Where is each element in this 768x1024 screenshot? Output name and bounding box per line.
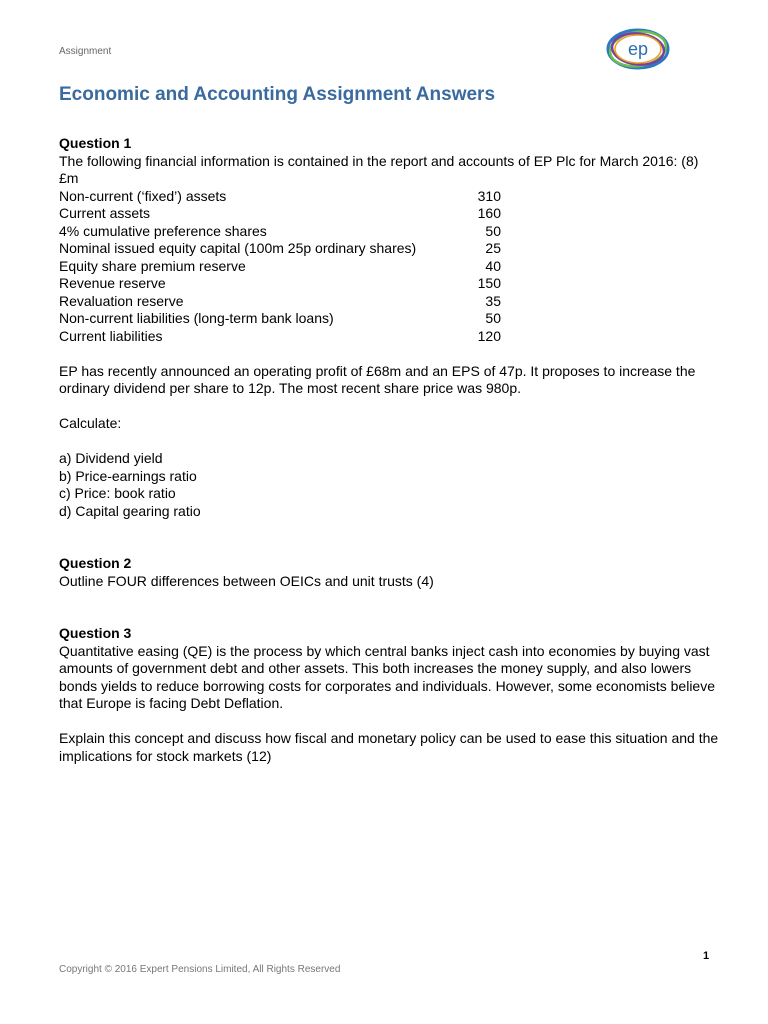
row-label: Non-current liabilities (long-term bank loans) bbox=[59, 310, 334, 326]
table-row bbox=[59, 223, 719, 241]
financial-table bbox=[59, 188, 719, 346]
row-value: 35 bbox=[485, 292, 501, 309]
row-value: 150 bbox=[477, 275, 501, 291]
announcement-paragraph: EP has recently announced an operating profit of £68m and an EPS of 47p. It proposes to increase the ordinary dividend per share to 12p. The most recent share price was 980p. bbox=[59, 362, 696, 396]
table-row bbox=[59, 328, 719, 346]
logo-text: ep bbox=[627, 39, 649, 59]
calculate-label: Calculate: bbox=[59, 415, 122, 431]
page-number: 1 bbox=[703, 950, 710, 962]
list-item: c) Price: book ratio bbox=[59, 485, 176, 501]
row-value: 120 bbox=[477, 327, 501, 344]
question2-heading: Question 2 bbox=[59, 555, 132, 571]
row-value: 160 bbox=[477, 205, 501, 221]
row-label: Revaluation reserve bbox=[59, 292, 184, 309]
question3-text: Quantitative easing (QE) is the process by which central banks inject cash into economies by buying vast amounts of government debt and other assets. This both increases the money supply, and also lowers bonds yields to reduce borrowing costs for corporates and individuals. However, some economists believe that Europe is facing Debt Deflation. bbox=[59, 642, 716, 711]
table-row bbox=[59, 275, 719, 293]
header-label: Assignment bbox=[59, 46, 112, 57]
row-value: 50 bbox=[485, 222, 501, 239]
row-value: 310 bbox=[477, 187, 501, 204]
copyright-footer: Copyright © 2016 Expert Pensions Limited, All Rights Reserved bbox=[59, 964, 341, 975]
ep-logo bbox=[606, 28, 670, 70]
table-row bbox=[59, 240, 719, 258]
table-row bbox=[59, 188, 719, 206]
question2-text: Outline FOUR differences between OEICs and unit trusts (4) bbox=[59, 572, 434, 589]
unit-label: £m bbox=[59, 170, 79, 186]
table-row bbox=[59, 310, 719, 328]
list-item: a) Dividend yield bbox=[59, 450, 163, 466]
row-label: Nominal issued equity capital (100m 25p ordinary shares) bbox=[59, 240, 417, 256]
question1-heading: Question 1 bbox=[59, 135, 132, 151]
row-value: 50 bbox=[485, 310, 501, 326]
question1-intro: The following financial information is contained in the report and accounts of EP Plc for March 2016: (8) bbox=[59, 152, 699, 169]
question3-task: Explain this concept and discuss how fiscal and monetary policy can be used to ease this situation and the implications for stock markets (12) bbox=[59, 730, 719, 764]
table-row bbox=[59, 293, 719, 311]
row-label: Current assets bbox=[59, 205, 151, 221]
row-label: Revenue reserve bbox=[59, 275, 166, 291]
row-label: Current liabilities bbox=[59, 327, 163, 344]
row-label: 4% cumulative preference shares bbox=[59, 222, 267, 239]
document-body bbox=[59, 135, 719, 765]
table-row bbox=[59, 258, 719, 276]
row-label: Equity share premium reserve bbox=[59, 257, 246, 274]
row-label: Non-current (‘fixed’) assets bbox=[59, 187, 227, 204]
page-title: Economic and Accounting Assignment Answers bbox=[59, 84, 496, 105]
table-row bbox=[59, 205, 719, 223]
row-value: 40 bbox=[485, 257, 501, 274]
list-item: d) Capital gearing ratio bbox=[59, 502, 201, 519]
row-value: 25 bbox=[485, 240, 501, 256]
list-item: b) Price-earnings ratio bbox=[59, 467, 197, 484]
question3-heading: Question 3 bbox=[59, 625, 132, 641]
